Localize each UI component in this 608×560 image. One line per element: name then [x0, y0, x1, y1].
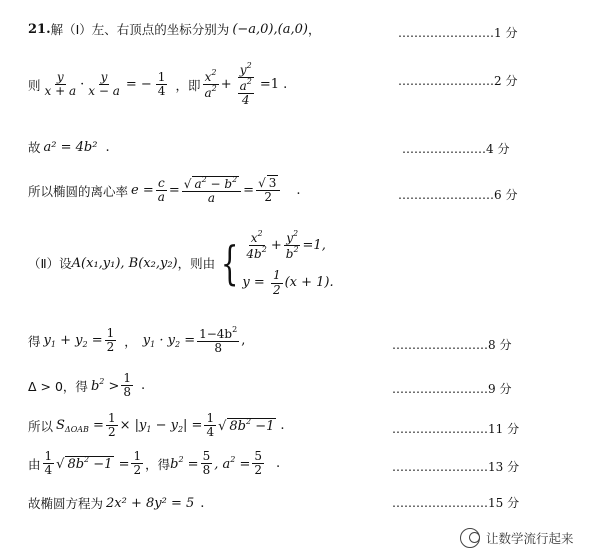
frac-quarter-2: $\frac{1}{4}$	[44, 449, 53, 478]
frac-sqrt3-over-2: $\frac{√ 3}{2}$	[256, 177, 280, 204]
part2-line	[28, 230, 334, 297]
line8-prefix: 所以	[28, 418, 54, 434]
frac-x2-a2: $\frac{x^2}{a^2}$	[204, 68, 217, 101]
score-2: ……………………2 分	[398, 74, 518, 88]
frac-c-over-a: $\frac{c}{a}$	[157, 176, 165, 205]
frac-half: $\frac{1}{2}$	[106, 326, 115, 355]
frac-sqrt-a2-b2-over-a: $\frac{√ a^2 - b^2}{a}$	[182, 176, 241, 205]
frac-quarter: $\frac{1}{4}$	[206, 411, 215, 440]
line10-expr: 2x² + 8y² = 5	[106, 495, 195, 511]
frac-half-3: $\frac{1}{2}$	[133, 449, 142, 478]
area-line: 所以 $S_{\Delta OAB}$ = $\frac{1}{2}$ × $|y_1 - y_2|$ = $\frac{1}{4}$ √ $8b^2 -1$ .	[28, 411, 285, 440]
score-9: ……………………9 分	[392, 382, 512, 396]
frac-y-over-x-minus-a: $\frac{y}{x - a}$	[88, 70, 120, 99]
line6-prefix: 得	[28, 333, 41, 349]
solve-b-line: 由 $\frac{1}{4}$ √ $8b^2 -1$ = $\frac{1}{2}$ ，得 $b^2$ = $\frac{5}{8}$ , $a^2$ = $\frac{5}{2}$ .	[28, 449, 281, 478]
score-8: ……………………8 分	[392, 338, 512, 352]
frac-y2-a2-over-4: $\frac{y^2}{\frac{a^2}{4}}$	[239, 61, 252, 108]
equation-system: $\frac{x^2}{4b^2}$ + $\frac{y^2}{b^2}$ =1, y = $\frac{1}{2}$ (x + 1).	[242, 229, 334, 297]
frac-one-eighth: $\frac{1}{8}$	[123, 371, 132, 400]
system-brace: {	[220, 236, 239, 291]
slope-product-line: 则 $\frac{y}{x + a}$ · $\frac{y}{x - a}$ = − $\frac{1}{4}$ ，即 $\frac{x^2}{a^2}$ + $\frac{y^2}{\frac{a^2}{4}}$ =1 .	[28, 61, 288, 108]
frac-one-quarter: $\frac{1}{4}$	[157, 70, 166, 99]
frac-y-over-x-plus-a: $\frac{y}{x + a}$	[44, 70, 77, 99]
frac-five-halves: $\frac{5}{2}$	[254, 449, 262, 478]
vertices-expr: (−a,0),(a,0)	[232, 21, 308, 37]
a2-relation-line: 故 a² = 4b² .	[28, 139, 110, 155]
score-11: ……………………11 分	[392, 422, 520, 436]
frac-half-2: $\frac{1}{2}$	[107, 411, 116, 440]
line3-prefix: 故	[28, 140, 41, 155]
score-13: ……………………13 分	[392, 460, 520, 474]
watermark-text: 让数学流行起来	[486, 531, 574, 546]
part2-intro: （Ⅱ）设	[28, 256, 72, 272]
part1-intro: 解（Ⅰ）左、右顶点的坐标分别为	[50, 22, 230, 37]
points-expr: A(x₁,y₁), B(x₂,y₂)	[71, 255, 178, 271]
final-equation-line: 故椭圆方程为 2x² + 8y² = 5 .	[28, 495, 205, 511]
score-6: ……………………6 分	[398, 188, 518, 202]
discriminant-line: Δ > 0，得 $b^2$ > $\frac{1}{8}$ .	[28, 371, 146, 400]
frac-five-eighths: $\frac{5}{8}$	[202, 449, 211, 478]
line9-mid: ，得	[145, 456, 171, 472]
line2-prefix: 则	[28, 77, 41, 93]
watermark	[460, 528, 574, 548]
line7-prefix: Δ > 0，得	[28, 378, 88, 394]
line4-prefix: 所以椭圆的离心率	[28, 183, 129, 199]
line9-prefix: 由	[28, 456, 41, 472]
vieta-line: 得 $y_1 + y_2$ = $\frac{1}{2}$ ， $y_1 \cdot y_2$ = $\frac{1-4b^2}{8}$ ,	[28, 325, 246, 356]
score-4: …………………4 分	[402, 142, 510, 156]
line3-expr: a² = 4b²	[43, 139, 98, 155]
part2-mid: ，则由	[177, 256, 216, 272]
line2-mid: ，即	[175, 77, 201, 93]
comma: ，	[307, 22, 321, 37]
score-1: ……………………1 分	[398, 26, 518, 40]
problem-number: 21.	[28, 21, 51, 37]
line10-prefix: 故椭圆方程为	[28, 496, 104, 511]
wechat-icon	[460, 528, 480, 548]
eccentricity-line: 所以椭圆的离心率 e = $\frac{c}{a}$ = $\frac{√ a^2 - b^2}{a}$ = $\frac{√ 3}{2}$ .	[28, 175, 301, 206]
score-15: ……………………15 分	[392, 496, 520, 510]
frac-1-4b2-over-8: $\frac{1-4b^2}{8}$	[199, 325, 238, 356]
part1-line	[28, 20, 320, 38]
